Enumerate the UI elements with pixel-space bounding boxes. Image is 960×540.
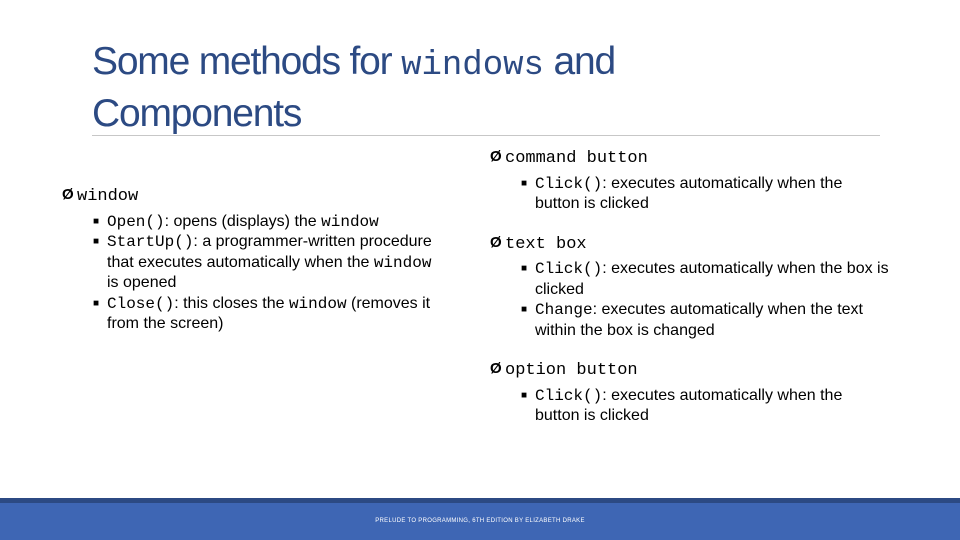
method-description: : opens (displays) the — [164, 212, 322, 230]
method-description-tail: (removes it from the screen) — [107, 294, 431, 332]
title-divider — [92, 135, 880, 136]
method-description: : executes automatically when the text within the box is changed — [535, 301, 863, 339]
method-code-inline: window — [373, 253, 432, 272]
method-code: Click() — [535, 174, 603, 193]
list-item — [62, 212, 442, 233]
method-code: Change — [535, 301, 593, 319]
command-button-heading — [490, 147, 890, 170]
square-bullet-icon: ■ — [521, 304, 528, 315]
method-description: : executes automatically when the box is clicked — [535, 260, 889, 298]
method-description: : this closes the — [174, 294, 289, 312]
list-item — [490, 259, 890, 300]
square-bullet-icon: ■ — [521, 177, 528, 189]
method-description-tail: is opened — [107, 274, 177, 291]
list-item — [490, 386, 890, 427]
text-box-group — [490, 233, 890, 342]
square-bullet-icon: ■ — [521, 263, 528, 274]
method-description: : a programmer-written procedure that executes automatically when the — [107, 233, 432, 271]
list-item — [490, 300, 890, 341]
method-code-inline: window — [321, 212, 379, 231]
square-bullet-icon: ■ — [93, 297, 100, 309]
title-text-part1: Some methods for — [92, 40, 402, 83]
footer-accent-strip — [0, 498, 960, 503]
heading-label: window — [77, 187, 139, 206]
slide-title — [92, 38, 792, 137]
footer-text: PRELUDE TO PROGRAMMING, 6TH EDITION BY ELIZABETH DRAKE — [375, 518, 585, 524]
right-arrowhead-icon: Ø — [490, 233, 502, 251]
title-code-windows: windows — [401, 47, 544, 85]
right-arrowhead-icon: Ø — [62, 186, 74, 203]
title-text-part2: and Components — [92, 40, 616, 135]
right-arrowhead-icon: Ø — [490, 148, 502, 165]
window-heading — [62, 185, 442, 208]
list-item — [490, 174, 890, 215]
option-button-heading — [490, 359, 890, 382]
heading-label: text box — [505, 234, 587, 254]
right-column — [490, 147, 890, 445]
method-code: Open() — [107, 212, 165, 231]
method-code: Click() — [535, 386, 603, 405]
square-bullet-icon: ■ — [93, 215, 100, 227]
method-description: : executes automatically when the button is clicked — [535, 174, 843, 212]
right-arrowhead-icon: Ø — [490, 360, 502, 377]
method-description: : executes automatically when the button is clicked — [535, 386, 843, 424]
option-button-group — [490, 359, 890, 427]
method-code: Close() — [107, 294, 175, 313]
square-bullet-icon: ■ — [93, 236, 100, 247]
heading-label: command button — [505, 149, 648, 168]
method-code-inline: window — [288, 294, 347, 313]
method-code: StartUp() — [107, 233, 194, 251]
heading-label: option button — [505, 361, 638, 380]
text-box-heading — [490, 233, 890, 256]
method-code: Click() — [535, 260, 603, 278]
square-bullet-icon: ■ — [521, 389, 528, 401]
left-column — [62, 185, 442, 335]
list-item — [62, 232, 442, 294]
list-item — [62, 294, 442, 335]
command-button-group — [490, 147, 890, 215]
